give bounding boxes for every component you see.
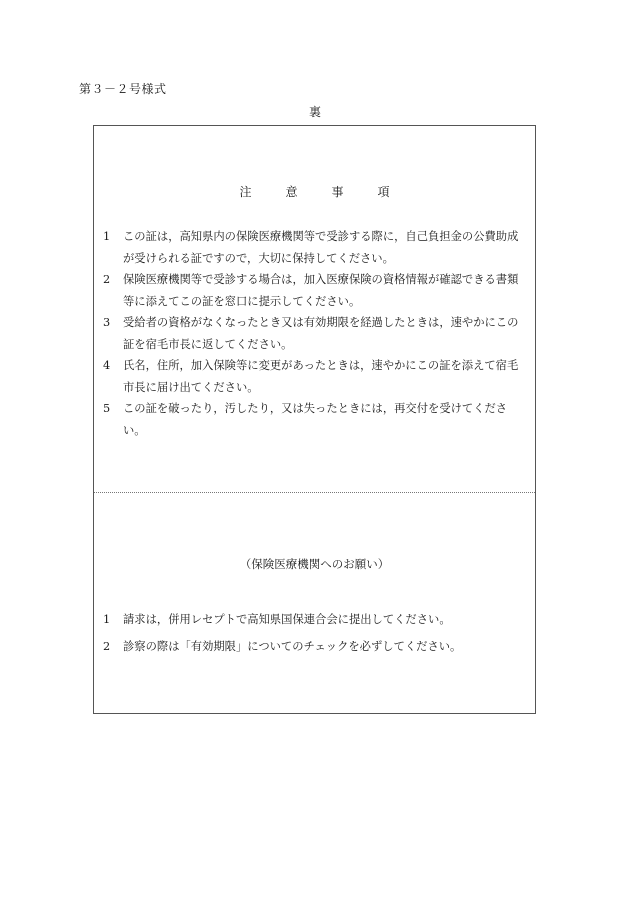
note-item [103,226,529,269]
note-text: 受給者の資格がなくなったとき又は有効期限を経過したときは，速やかにこの証を宿毛市長に返してください。 [123,316,519,351]
note-text: この証を破ったり，汚したり，又は失ったときには，再交付を受けてください。 [123,402,508,437]
request-text: 請求は，併用レセプトで高知県国保連合会に提出してください。 [123,613,451,626]
notes-section [94,126,535,492]
certificate-back-frame [93,125,536,714]
section-divider [94,492,535,493]
notes-title-char: 注 [239,185,252,199]
note-number: 5 [103,402,111,415]
request-number: 1 [103,613,111,626]
note-item [103,355,529,398]
note-number: 3 [103,316,111,329]
notes-list [103,226,529,441]
notes-title-char: 意 [285,185,298,199]
note-item [103,312,529,355]
note-number: 1 [103,230,111,243]
note-text: この証は，高知県内の保険医療機関等で受診する際に，自己負担金の公費助成が受けられる証ですので，大切に保持してください。 [123,230,519,265]
note-number: 2 [103,273,111,286]
requests-title: （保険医療機関へのお願い） [239,557,390,571]
note-item [103,269,529,312]
notes-title-char: 事 [331,185,344,199]
request-item [103,609,529,631]
request-number: 2 [103,639,111,653]
notes-title [94,183,535,200]
side-label: 裏 [308,105,321,119]
request-text: 診察の際は「有効期限」についてのチェックを必ずしてください。 [123,639,462,653]
form-number: 第３－２号様式 [79,82,167,96]
notes-title-char: 項 [377,185,390,199]
note-text: 氏名，住所，加入保険等に変更があったときは，速やかにこの証を添えて宿毛市長に届け出てください。 [123,359,519,394]
note-number: 4 [103,359,111,372]
note-text: 保険医療機関等で受診する場合は，加入医療保険の資格情報が確認できる書類等に添えてこの証を窓口に提示してください。 [123,273,519,308]
note-item [103,398,529,441]
requests-list [103,609,529,662]
request-item [103,636,529,658]
